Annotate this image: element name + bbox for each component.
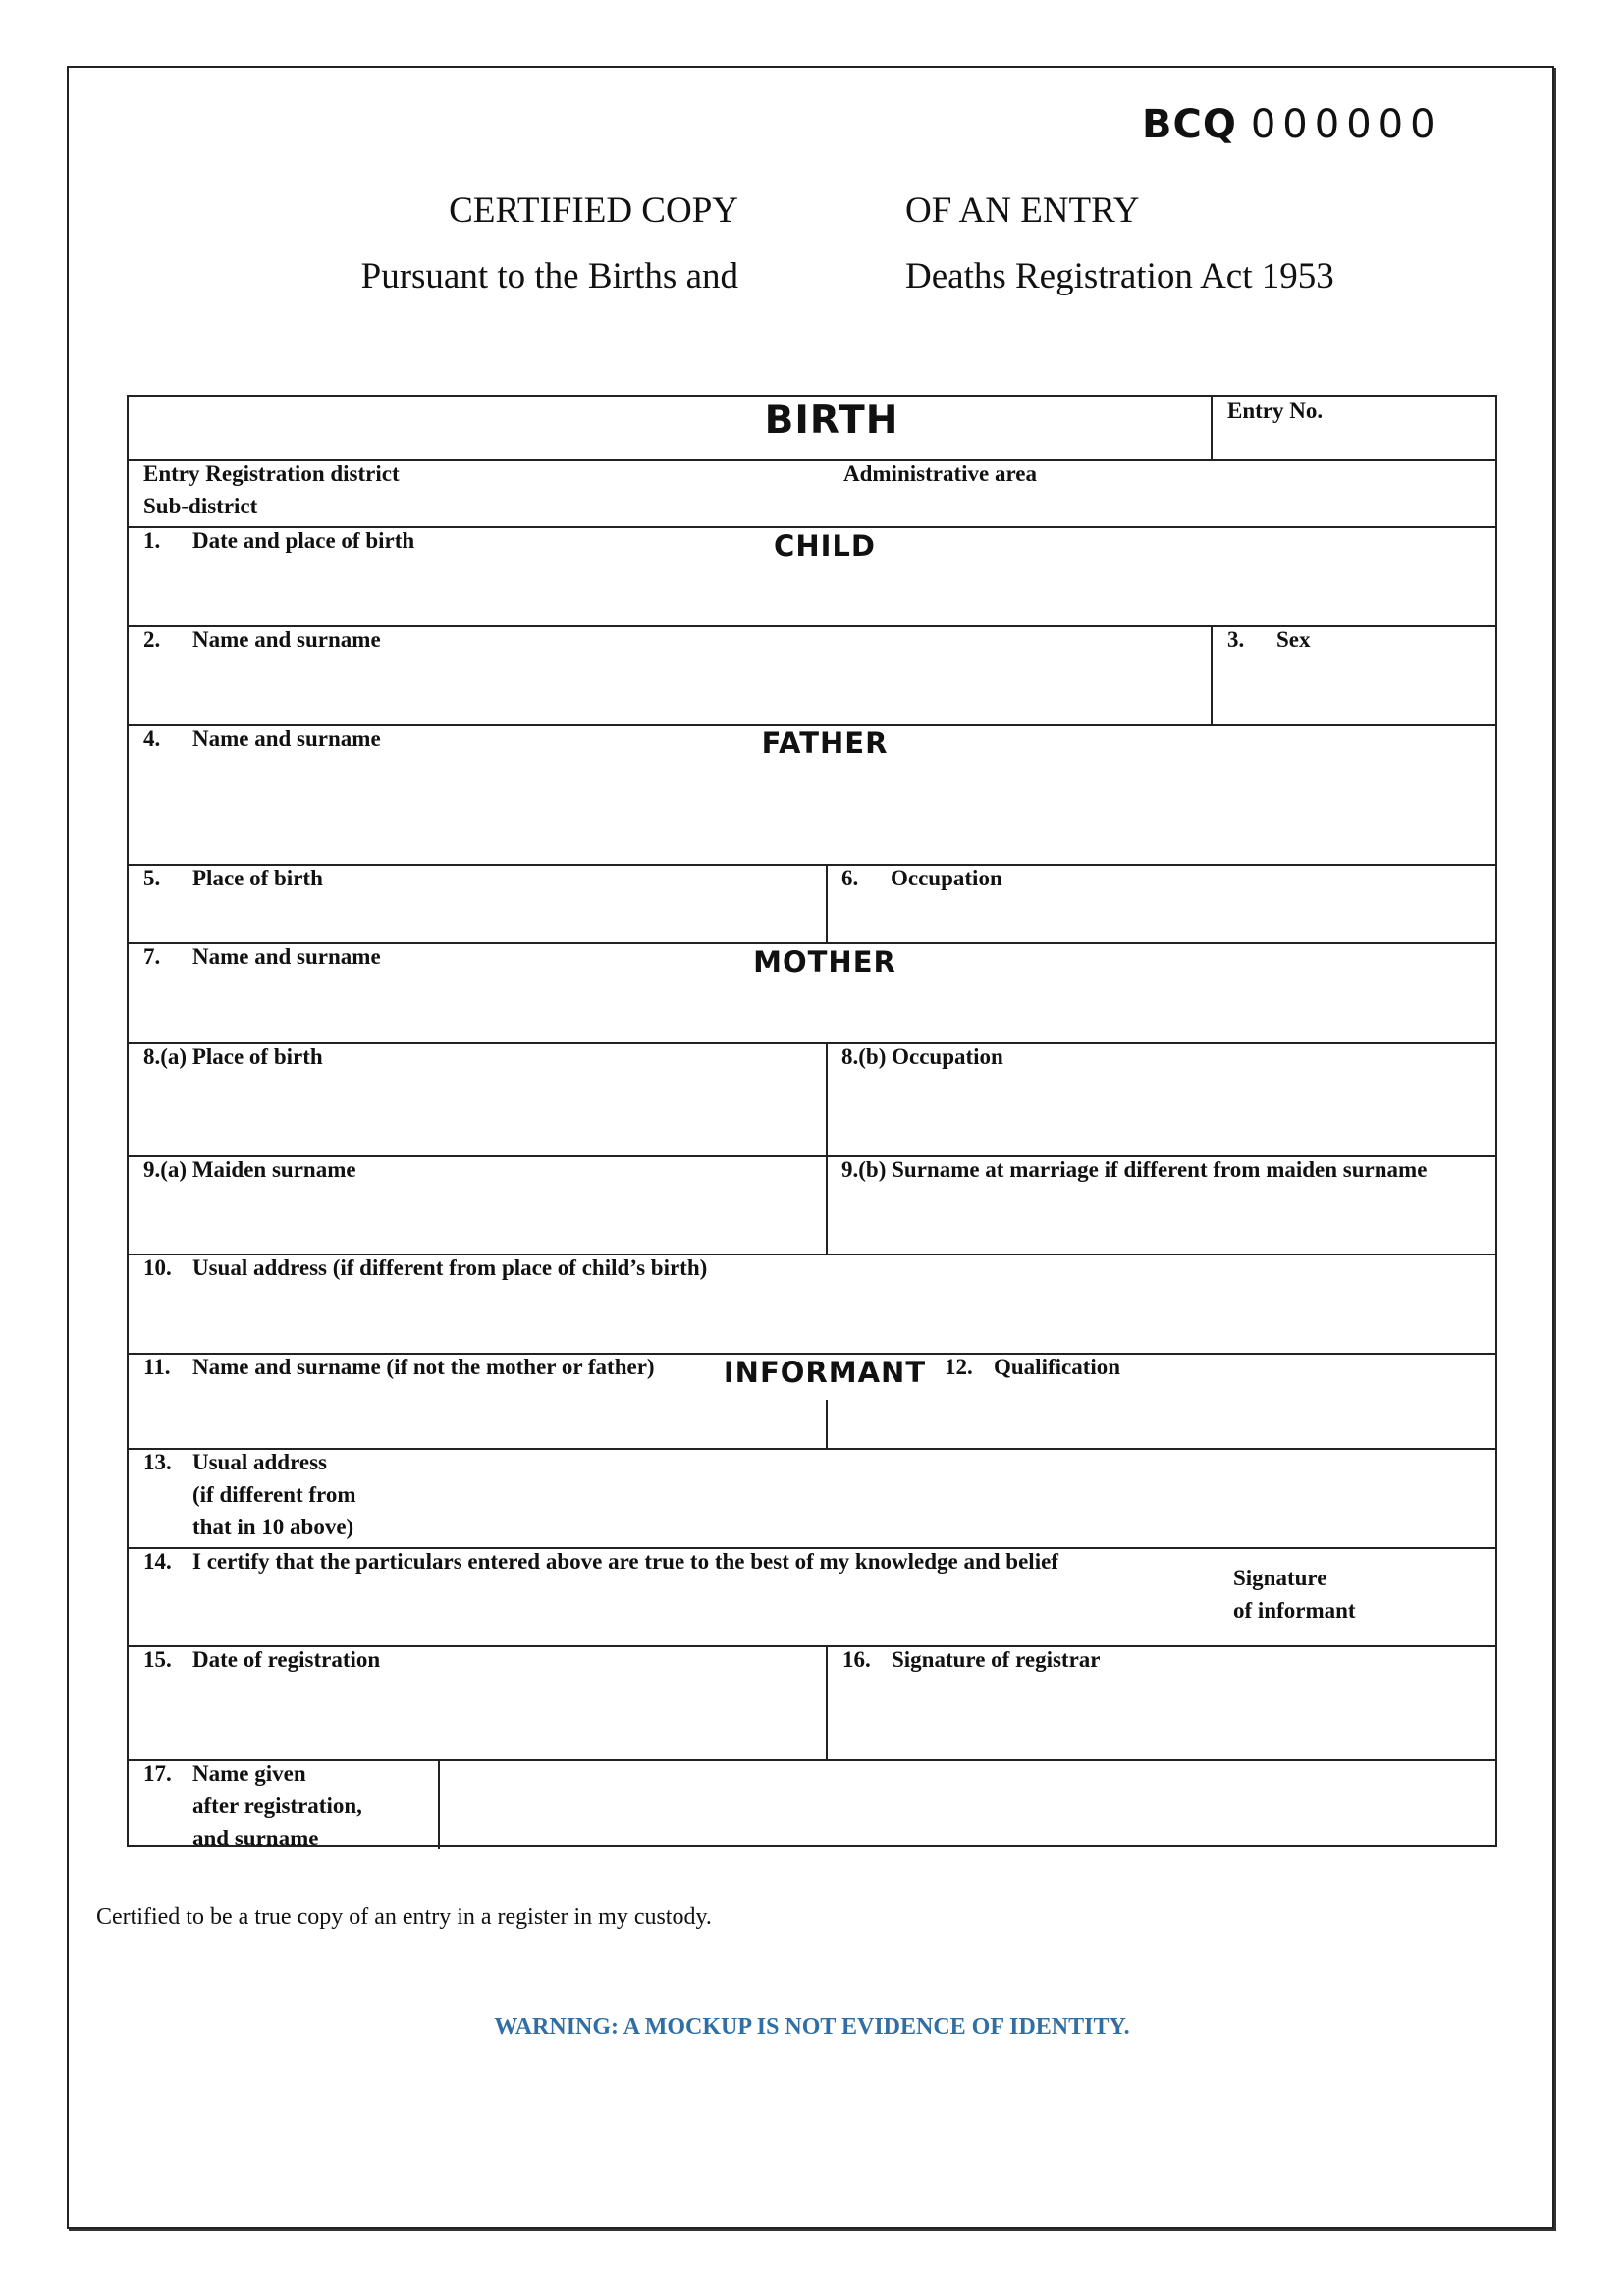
field-9b-label: 9.(b) Surname at marriage if different from maiden surname <box>841 1157 1428 1182</box>
field-13-label-line-2: (if different from <box>192 1482 356 1507</box>
field-16-number: 16. <box>842 1647 871 1672</box>
field-6-number: 6. <box>841 866 859 890</box>
section-informant: INFORMANT <box>723 1356 927 1389</box>
field-12-label: Qualification <box>994 1355 1121 1379</box>
row-divider <box>129 1042 1495 1044</box>
field-17-label-line-1: Name given <box>192 1761 306 1786</box>
administrative-area-label: Administrative area <box>843 461 1037 486</box>
field-6-label: Occupation <box>891 866 1002 890</box>
serial-prefix: BCQ <box>1142 102 1237 147</box>
field-14-number: 14. <box>143 1549 172 1574</box>
section-father: FATHER <box>761 726 889 760</box>
field-1-label: Date and place of birth <box>192 528 415 553</box>
field-5-label: Place of birth <box>192 866 323 890</box>
field-17-label-line-3: and surname <box>192 1826 319 1850</box>
signature-informant-line-1: Signature <box>1233 1566 1327 1590</box>
field-16-label: Signature of registrar <box>892 1647 1101 1672</box>
entry-no-label: Entry No. <box>1227 399 1324 423</box>
field-11-number: 11. <box>143 1355 171 1379</box>
birth-entry-form <box>127 395 1497 1850</box>
col-divider <box>826 1400 828 1448</box>
subtitle-births: Pursuant to the Births and <box>360 256 738 296</box>
certified-note: Certified to be a true copy of an entry in a register in my custody. <box>96 1904 712 1930</box>
field-17-number: 17. <box>143 1761 172 1786</box>
row-divider <box>129 1759 1495 1761</box>
field-2-number: 2. <box>143 627 161 652</box>
field-13-label-line-3: that in 10 above) <box>192 1515 354 1539</box>
field-5-number: 5. <box>143 866 161 890</box>
title-of-an-entry: OF AN ENTRY <box>905 190 1140 231</box>
field-7-label: Name and surname <box>192 944 381 969</box>
field-14-label: I certify that the particulars entered above are true to the best of my knowledge and belief <box>192 1549 1058 1574</box>
subtitle-deaths-act: Deaths Registration Act 1953 <box>905 256 1334 296</box>
serial-number <box>1142 102 1442 147</box>
field-13-number: 13. <box>143 1450 172 1474</box>
field-10-number: 10. <box>143 1255 172 1280</box>
row-divider <box>129 864 1495 866</box>
field-13-label-line-1: Usual address <box>192 1450 327 1474</box>
row-divider <box>129 1448 1495 1450</box>
field-8a-label: 8.(a) Place of birth <box>143 1044 323 1069</box>
birth-heading: BIRTH <box>764 399 899 443</box>
col-divider <box>438 1759 440 1849</box>
serial-digits: 000000 <box>1250 102 1442 147</box>
col-divider <box>1211 397 1213 459</box>
section-child: CHILD <box>774 529 876 562</box>
field-4-number: 4. <box>143 726 161 751</box>
field-4-label: Name and surname <box>192 726 381 751</box>
field-10-label: Usual address (if different from place of child’s birth) <box>192 1255 708 1280</box>
field-1-number: 1. <box>143 528 161 553</box>
field-3-label: Sex <box>1276 627 1311 652</box>
field-12-number: 12. <box>945 1355 973 1379</box>
field-17-label-line-2: after registration, <box>192 1793 362 1818</box>
field-15-label: Date of registration <box>192 1647 381 1672</box>
col-divider <box>1211 625 1213 724</box>
sub-district-label: Sub-district <box>143 494 258 518</box>
title-certified-copy: CERTIFIED COPY <box>449 190 738 231</box>
field-3-number: 3. <box>1227 627 1245 652</box>
signature-informant-line-2: of informant <box>1233 1598 1356 1623</box>
registration-district-label: Entry Registration district <box>143 461 400 486</box>
field-8b-label: 8.(b) Occupation <box>841 1044 1003 1069</box>
warning-text: WARNING: A MOCKUP IS NOT EVIDENCE OF IDENTITY. <box>494 2014 1130 2040</box>
col-divider <box>826 1645 828 1759</box>
field-11-label: Name and surname (if not the mother or father) <box>192 1355 655 1379</box>
col-divider <box>826 1042 828 1254</box>
col-divider <box>826 864 828 942</box>
field-15-number: 15. <box>143 1647 172 1672</box>
field-7-number: 7. <box>143 944 161 969</box>
field-2-label: Name and surname <box>192 627 381 652</box>
section-mother: MOTHER <box>753 945 896 979</box>
field-9a-label: 9.(a) Maiden surname <box>143 1157 356 1182</box>
